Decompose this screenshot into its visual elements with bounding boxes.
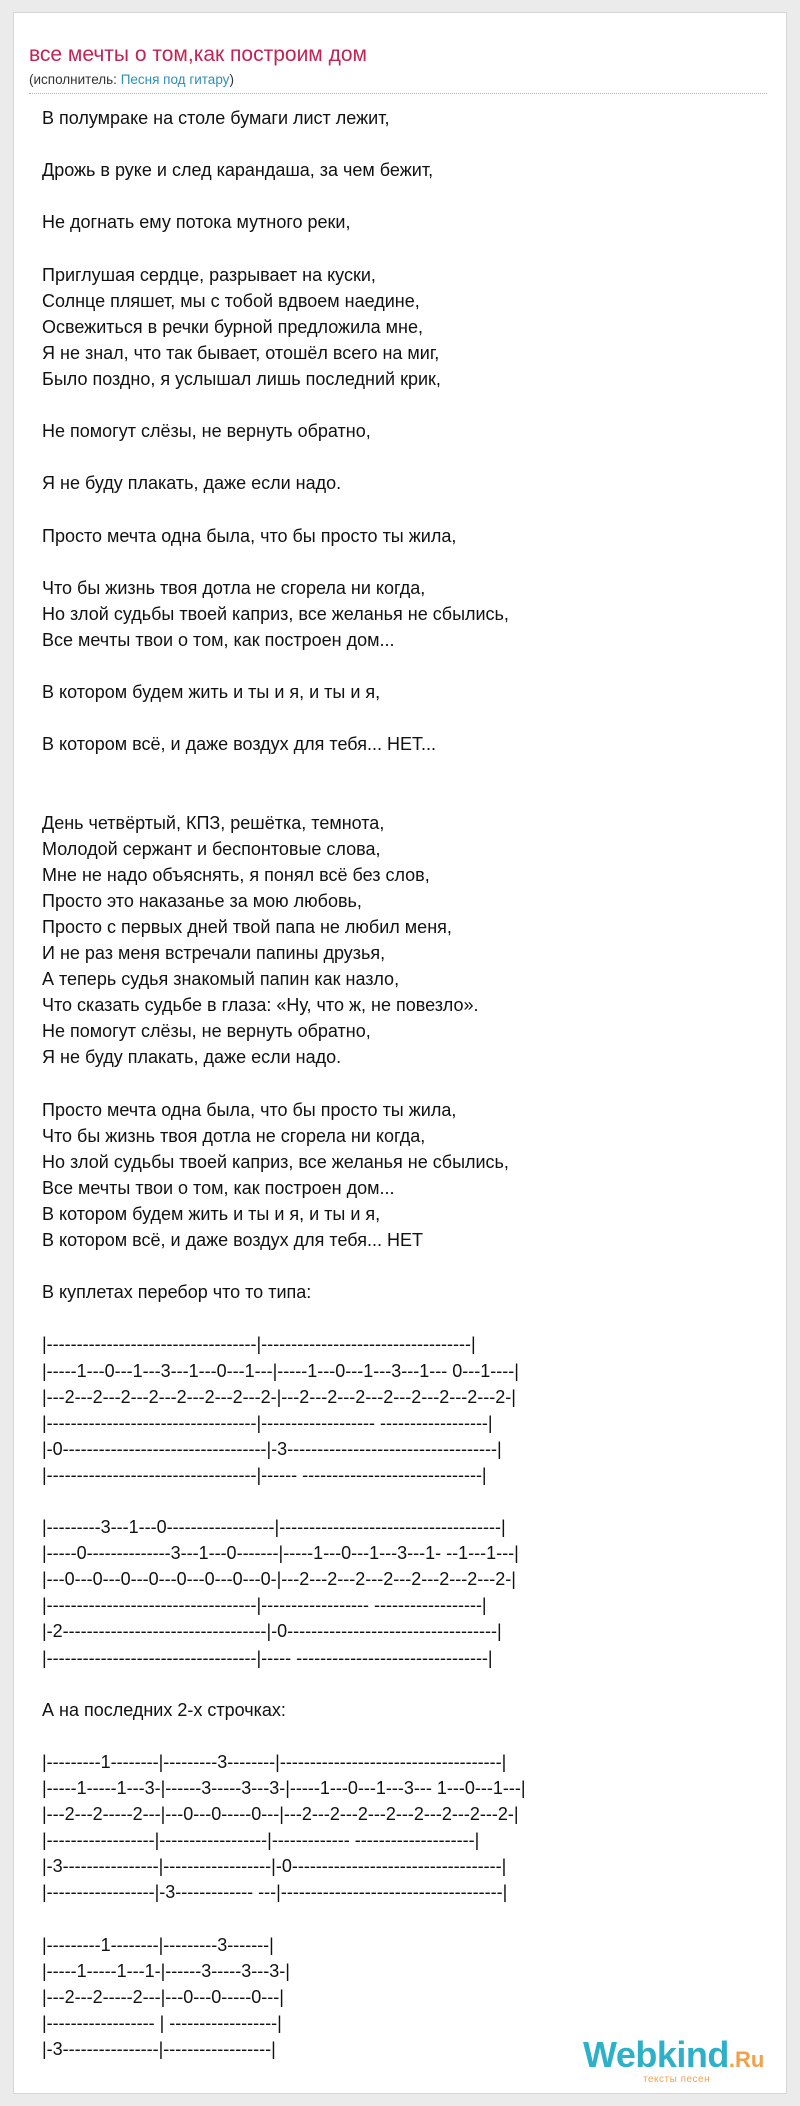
logo-tld: .Ru: [728, 2047, 765, 2072]
artist-prefix: (исполнитель:: [29, 72, 121, 87]
logo-tagline: тексты песен: [643, 2074, 711, 2085]
webkind-logo[interactable]: [583, 2034, 765, 2085]
logo-name: Webkind: [583, 2034, 729, 2075]
lyrics-text: В полумраке на столе бумаги лист лежит, Дрожь в руке и след карандаша, за чем бежит, Не догнать ему потока мутного реки, Приглушая сердце, разрывает на куски, Солнце пляшет, мы с тобой вдвоем наедине, Освежиться в речки бурной предложила мне, Я не знал, что так бывает, отошёл всего на миг, Было поздно, я услышал лишь последний крик, Не помогут слёзы, не вернуть обратно, Я не буду плакать, даже если надо. Просто мечта одна была, что бы просто ты жила, Что бы жизнь твоя дотла не сгорела ни когда, Но злой судьбы твоей каприз, все желанья не сбылись, Все мечты твои о том, как построен дом... В котором будем жить и ты и я, и ты и я, В котором всё, и даже воздух для тебя... НЕТ... День четвёртый, КПЗ, решётка, темнота, Молодой сержант и беспонтовые слова, Мне не надо объяснять, я понял всё без слов, Просто это наказанье за мою любовь, Просто с первых дней твой папа не любил меня, И не раз меня встречали папины друзья, А теперь судья знакомый папин как назло, Что сказать судьбе в глаза: «Ну, что ж, не повезло». Не помогут слёзы, не вернуть обратно, Я не буду плакать, даже если надо. Просто мечта одна была, что бы просто ты жила, Что бы жизнь твоя дотла не сгорела ни когда, Но злой судьбы твоей каприз, все желанья не сбылись, Все мечты твои о том, как построен дом... В котором будем жить и ты и я, и ты и я, В котором всё, и даже воздух для тебя... НЕТ В куплетах перебор что то типа: |-----------------------------------|-----------------------------------| |-----1---0---1---3---1---0---1---|-----1---0---1---3---1--- 0---1----| |---2---2---2---2---2---2---2---2-|---2---2---2---2---2---2---2---2-| |-----------------------------------|------------------- ------------------| |-0----------------------------------|-3-----------------------------------| |-----------------------------------|------ ------------------------------| |---------3---1---0------------------|-------------------------------------| |-----0--------------3---1---0-------|-----1---0---1---3---1- --1---1---| |---0---0---0---0---0---0---0---0-|---2---2---2---2---2---2---2---2-| |-----------------------------------|------------------ ------------------| |-2----------------------------------|-0-----------------------------------| |-----------------------------------|----- --------------------------------| А на последних 2-х строчках: |---------1--------|---------3--------|-------------------------------------| |-----1-----1---3-|------3-----3---3-|-----1---0---1---3--- 1---0---1---| |---2---2-----2---|---0---0-----0---|---2---2---2---2---2---2---2---2-| |------------------|------------------|------------- --------------------| |-3----------------|------------------|-0-----------------------------------| |------------------|-3------------- ---|-------------------------------------| |---------1--------|---------3-------| |-----1-----1---1-|------3-----3---3-| |---2---2-----2---|---0---0-----0---| |------------------ | ------------------| |-3----------------|------------------|: [42, 108, 526, 2059]
artist-suffix: ): [229, 72, 234, 87]
artist-link[interactable]: Песня под гитару: [120, 72, 230, 87]
header-divider: [29, 93, 767, 94]
artist-line: [29, 72, 234, 87]
song-title: все мечты о том,как построим дом: [29, 43, 367, 66]
